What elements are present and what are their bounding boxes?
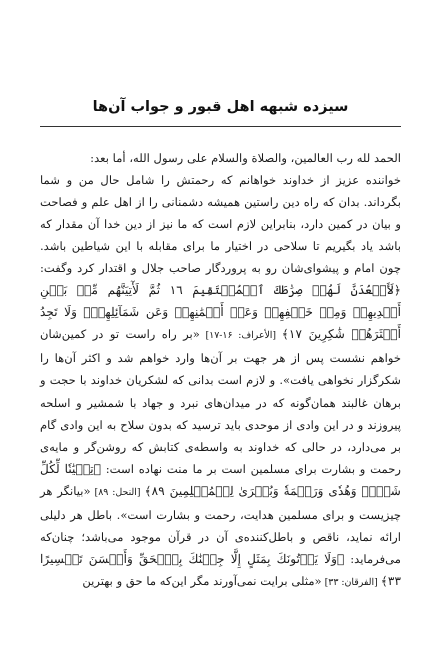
paragraph-text: «بر راه راست تو در کمین‌شان خواهم نشست پس از هر جهت بر آن‌ها وارد خواهم شد و اکثر آن‌ها را شکرگزار نخواهی یافت». و لازم است بدانی که لشکریان خداوند با حجت و برهان غالبند همان‌گونه که در میدان‌های نبرد و جهاد با شمشیر و اسلحه پیروزند و در این وادی از موحدی باید ترسید که بدون سلاح به این وادی گام بر می‌دارد، در حالی که خداوند به واسطه‌ی کتابش که روشن‌گر و مایه‌ی رحمت و بشارت برای مسلمین است بر ما منت نهاده است:	[40, 327, 401, 476]
verse-reference: [النحل: ۸۹]	[90, 486, 145, 498]
main-paragraph	[40, 169, 401, 594]
salutation-line: الحمد لله رب العالمین، والصلاة والسلام علی رسول الله، أما بعد:	[90, 151, 401, 165]
body-text	[40, 147, 401, 594]
quran-verse: ﴿وَلَا يَأۡتُونَكَ بِمَثَلٍ إِلَّا جِئۡنَٰكَ بِٱلۡحَقِّ وَأَحۡسَنَ تَفۡسِيرًا ٣٣﴾	[40, 551, 401, 588]
heading-rule	[40, 126, 401, 127]
quran-verse: ﴿تِبۡيَٰنٗا لِّكُلِّ شَيۡءٖ وَهُدٗى وَرَحۡمَةٗ وَبُشۡرَىٰ لِلۡمُسۡلِمِينَ ٨٩﴾	[40, 461, 402, 498]
verse-reference: [الأعراف: ۱۶-۱۷]	[199, 330, 282, 342]
paragraph-text: خواننده عزیز از خداوند خواهانم که رحمتش را شامل حال من و شما بگرداند. بدان که راه دین راستین همیشه دشمنانی را از اهل علم و فصاحت و بیان در کمین دارد، بنابراین لازم است که ما نیز از دین خدا آن مقدار که باشد یاد بگیریم تا سلاحی در اختیار ما برای مقابله با این شیاطین باشد. چون امام و پیشوای‌شان رو به پروردگار صاحب جلال و اقتدار کرد وگفت:	[40, 173, 401, 276]
paragraph-text: «مثلی برایت نمی‌آورند مگر این‌که ما حق و بهترین	[82, 573, 322, 588]
quran-verse: ﴿لَأَقۡعُدَنَّ لَهُمۡ صِرَٰطَكَ ٱلۡمُسۡتَقِيمَ ١٦ ثُمَّ لَأٓتِيَنَّهُم مِّنۢ بَيۡنِ أَيۡدِيهِمۡ وَمِنۡ خَلۡفِهِمۡ وَعَنۡ أَيۡمَٰنِهِمۡ وَعَن شَمَآئِلِهِمۡۖ وَلَا تَجِدُ أَكۡثَرَهُمۡ شَٰكِرِينَ ١٧﴾	[40, 283, 401, 342]
chapter-heading: سیزده شبهه اهل قبور و جواب آن‌ها	[92, 99, 349, 115]
paragraph-text: «بیانگر هر چیزیست و برای مسلمین هدایت، رحمت و بشارت است». باطل هر دلیلی ارائه نماید، ناقص و باطل‌کننده‌ی آن در قرآن موجود می‌باشد؛ چنان‌که می‌فرماید:	[40, 483, 401, 566]
verse-reference: [الفرقان: ۳۳]	[321, 576, 381, 588]
